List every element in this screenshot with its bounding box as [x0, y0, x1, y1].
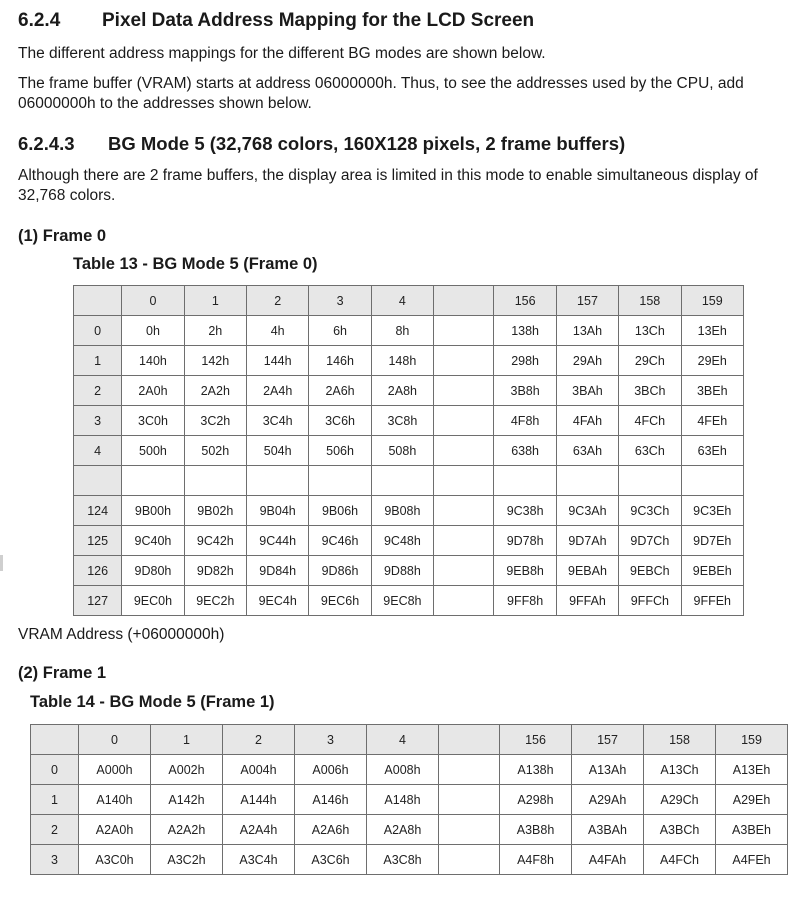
address-cell: A298h: [500, 785, 572, 815]
address-cell: [247, 466, 309, 496]
subsection-title: BG Mode 5 (32,768 colors, 160X128 pixels, 2 frame buffers): [108, 133, 626, 154]
address-cell: 504h: [247, 436, 309, 466]
table-row: [74, 316, 744, 346]
section-number: 6.2.4: [18, 10, 61, 31]
address-cell: 9D7Eh: [681, 526, 743, 556]
table-row: [31, 815, 788, 845]
subsection-number: 6.2.4.3: [18, 133, 75, 154]
corner-cell: [74, 286, 122, 316]
address-cell: [184, 466, 246, 496]
table13-bg-mode5-frame0: [73, 285, 744, 616]
subsection-paragraph: Although there are 2 frame buffers, the display area is limited in this mode to enable simultaneous display of 32,768 colors.: [18, 167, 758, 204]
column-header-cell: 156: [500, 725, 572, 755]
row-header-cell: 2: [31, 815, 79, 845]
address-cell: [371, 466, 433, 496]
address-cell: [681, 466, 743, 496]
row-header-cell: 125: [74, 526, 122, 556]
address-cell: 3C6h: [309, 406, 371, 436]
table-row: [74, 436, 744, 466]
address-cell: A2A8h: [367, 815, 439, 845]
column-gap-cell: [439, 725, 500, 755]
address-cell: A13Ch: [644, 755, 716, 785]
table-row: [31, 755, 788, 785]
table-header-row: [31, 725, 788, 755]
column-gap-cell: [434, 466, 494, 496]
table-row: [74, 406, 744, 436]
column-header-cell: 3: [295, 725, 367, 755]
address-cell: 2A8h: [371, 376, 433, 406]
address-cell: 9C42h: [184, 526, 246, 556]
address-cell: A148h: [367, 785, 439, 815]
address-cell: 9EBCh: [619, 556, 681, 586]
row-header-cell: 126: [74, 556, 122, 586]
column-gap-cell: [439, 815, 500, 845]
address-cell: 2A6h: [309, 376, 371, 406]
column-gap-cell: [434, 586, 494, 616]
column-header-cell: 158: [644, 725, 716, 755]
address-cell: A29Eh: [716, 785, 788, 815]
address-cell: 3C8h: [371, 406, 433, 436]
row-header-cell: 124: [74, 496, 122, 526]
address-cell: 9C40h: [122, 526, 184, 556]
subsection-heading: [18, 133, 625, 155]
table-row: [74, 586, 744, 616]
table-header-row: [74, 286, 744, 316]
address-cell: 9C44h: [247, 526, 309, 556]
row-header-cell: 3: [74, 406, 122, 436]
address-cell: 2A2h: [184, 376, 246, 406]
address-cell: A2A2h: [151, 815, 223, 845]
address-cell: 146h: [309, 346, 371, 376]
column-header-cell: 1: [184, 286, 246, 316]
row-header-cell: 0: [31, 755, 79, 785]
address-cell: A4F8h: [500, 845, 572, 875]
address-cell: 9D7Ch: [619, 526, 681, 556]
address-cell: A13Eh: [716, 755, 788, 785]
address-cell: 9B06h: [309, 496, 371, 526]
address-cell: 506h: [309, 436, 371, 466]
address-cell: 29Ah: [556, 346, 618, 376]
column-header-cell: 156: [494, 286, 556, 316]
address-cell: [556, 466, 618, 496]
address-cell: A3C8h: [367, 845, 439, 875]
address-cell: 9EB8h: [494, 556, 556, 586]
address-cell: 148h: [371, 346, 433, 376]
column-header-cell: 157: [572, 725, 644, 755]
address-cell: 3C2h: [184, 406, 246, 436]
row-header-cell: 127: [74, 586, 122, 616]
column-gap-cell: [439, 755, 500, 785]
section-title: Pixel Data Address Mapping for the LCD Screen: [102, 10, 535, 31]
address-cell: 9FFEh: [681, 586, 743, 616]
address-cell: 9B00h: [122, 496, 184, 526]
column-header-cell: 2: [223, 725, 295, 755]
table14-bg-mode5-frame1: [30, 724, 788, 875]
address-cell: 63Eh: [681, 436, 743, 466]
address-cell: [494, 466, 556, 496]
address-cell: 9D80h: [122, 556, 184, 586]
address-cell: A3C0h: [79, 845, 151, 875]
address-cell: 9C48h: [371, 526, 433, 556]
vram-paragraph: The frame buffer (VRAM) starts at address 06000000h. Thus, to see the addresses used by the CPU, add 06000000h to the addresses shown below.: [18, 75, 744, 112]
column-gap-cell: [434, 496, 494, 526]
column-gap-cell: [434, 556, 494, 586]
table-row: [31, 785, 788, 815]
column-gap-cell: [434, 376, 494, 406]
table14-caption: Table 14 - BG Mode 5 (Frame 1): [30, 693, 275, 711]
column-gap-cell: [434, 316, 494, 346]
address-cell: 140h: [122, 346, 184, 376]
address-cell: A3C4h: [223, 845, 295, 875]
row-header-cell: 1: [31, 785, 79, 815]
address-cell: 9EC6h: [309, 586, 371, 616]
address-cell: A4FAh: [572, 845, 644, 875]
address-cell: 4h: [247, 316, 309, 346]
vram-address-note: VRAM Address (+06000000h): [18, 626, 225, 643]
address-cell: A2A0h: [79, 815, 151, 845]
address-cell: 298h: [494, 346, 556, 376]
address-cell: 63Ch: [619, 436, 681, 466]
row-header-cell: 0: [74, 316, 122, 346]
address-cell: A006h: [295, 755, 367, 785]
address-cell: 3BAh: [556, 376, 618, 406]
column-header-cell: 0: [79, 725, 151, 755]
address-cell: 9B02h: [184, 496, 246, 526]
address-cell: A142h: [151, 785, 223, 815]
address-cell: A3C6h: [295, 845, 367, 875]
address-cell: 9C3Eh: [681, 496, 743, 526]
address-cell: 9EC0h: [122, 586, 184, 616]
address-cell: 9C38h: [494, 496, 556, 526]
address-cell: A4FEh: [716, 845, 788, 875]
address-cell: 9D88h: [371, 556, 433, 586]
address-cell: A140h: [79, 785, 151, 815]
column-gap-cell: [434, 526, 494, 556]
column-gap-cell: [439, 785, 500, 815]
address-cell: 29Ch: [619, 346, 681, 376]
address-cell: 142h: [184, 346, 246, 376]
column-header-cell: 3: [309, 286, 371, 316]
address-cell: 508h: [371, 436, 433, 466]
address-cell: 9EC2h: [184, 586, 246, 616]
row-header-cell: 4: [74, 436, 122, 466]
address-cell: 9FFCh: [619, 586, 681, 616]
address-cell: 9EBEh: [681, 556, 743, 586]
column-header-cell: 2: [247, 286, 309, 316]
table-row: [74, 466, 744, 496]
table-row: [74, 376, 744, 406]
address-cell: 144h: [247, 346, 309, 376]
address-cell: A3BCh: [644, 815, 716, 845]
address-cell: 638h: [494, 436, 556, 466]
address-cell: 9C46h: [309, 526, 371, 556]
address-cell: 4F8h: [494, 406, 556, 436]
address-cell: [122, 466, 184, 496]
address-cell: 3BEh: [681, 376, 743, 406]
address-cell: A000h: [79, 755, 151, 785]
address-cell: A29Ch: [644, 785, 716, 815]
address-cell: [619, 466, 681, 496]
column-header-cell: 158: [619, 286, 681, 316]
address-cell: 9EBAh: [556, 556, 618, 586]
address-cell: 9D86h: [309, 556, 371, 586]
address-cell: A144h: [223, 785, 295, 815]
address-cell: 6h: [309, 316, 371, 346]
address-cell: 63Ah: [556, 436, 618, 466]
column-header-cell: 4: [367, 725, 439, 755]
address-cell: 2A0h: [122, 376, 184, 406]
address-cell: A2A4h: [223, 815, 295, 845]
address-cell: 9EC4h: [247, 586, 309, 616]
address-cell: 3BCh: [619, 376, 681, 406]
address-cell: 29Eh: [681, 346, 743, 376]
table-row: [74, 496, 744, 526]
column-header-cell: 4: [371, 286, 433, 316]
address-cell: 9B04h: [247, 496, 309, 526]
address-cell: 13Eh: [681, 316, 743, 346]
address-cell: 8h: [371, 316, 433, 346]
address-cell: A138h: [500, 755, 572, 785]
address-cell: 9FF8h: [494, 586, 556, 616]
address-cell: 0h: [122, 316, 184, 346]
column-header-cell: 1: [151, 725, 223, 755]
address-cell: A004h: [223, 755, 295, 785]
column-header-cell: 159: [716, 725, 788, 755]
address-cell: 9EC8h: [371, 586, 433, 616]
address-cell: 9D84h: [247, 556, 309, 586]
section-intro-paragraph: The different address mappings for the different BG modes are shown below.: [18, 45, 546, 62]
address-cell: 9FFAh: [556, 586, 618, 616]
column-gap-cell: [434, 346, 494, 376]
address-cell: 3C4h: [247, 406, 309, 436]
row-header-cell: [74, 466, 122, 496]
column-header-cell: 0: [122, 286, 184, 316]
address-cell: A008h: [367, 755, 439, 785]
address-cell: 13Ah: [556, 316, 618, 346]
address-cell: 138h: [494, 316, 556, 346]
address-cell: A4FCh: [644, 845, 716, 875]
margin-mark: [0, 555, 3, 571]
table13-caption: Table 13 - BG Mode 5 (Frame 0): [73, 255, 318, 273]
column-gap-cell: [439, 845, 500, 875]
address-cell: 500h: [122, 436, 184, 466]
address-cell: 3B8h: [494, 376, 556, 406]
address-cell: A3BEh: [716, 815, 788, 845]
address-cell: A3C2h: [151, 845, 223, 875]
frame0-heading: (1) Frame 0: [18, 227, 107, 245]
corner-cell: [31, 725, 79, 755]
address-cell: 502h: [184, 436, 246, 466]
address-cell: 2h: [184, 316, 246, 346]
address-cell: 9D78h: [494, 526, 556, 556]
table-row: [31, 845, 788, 875]
column-header-cell: 159: [681, 286, 743, 316]
address-cell: 9C3Ch: [619, 496, 681, 526]
address-cell: A002h: [151, 755, 223, 785]
address-cell: [309, 466, 371, 496]
address-cell: 9C3Ah: [556, 496, 618, 526]
address-cell: 4FEh: [681, 406, 743, 436]
address-cell: 9D82h: [184, 556, 246, 586]
table-row: [74, 556, 744, 586]
address-cell: A13Ah: [572, 755, 644, 785]
address-cell: A3B8h: [500, 815, 572, 845]
row-header-cell: 2: [74, 376, 122, 406]
address-cell: 2A4h: [247, 376, 309, 406]
row-header-cell: 1: [74, 346, 122, 376]
address-cell: 4FAh: [556, 406, 618, 436]
row-header-cell: 3: [31, 845, 79, 875]
address-cell: 9B08h: [371, 496, 433, 526]
address-cell: 9D7Ah: [556, 526, 618, 556]
table-row: [74, 346, 744, 376]
address-cell: A29Ah: [572, 785, 644, 815]
address-cell: A2A6h: [295, 815, 367, 845]
address-cell: 13Ch: [619, 316, 681, 346]
column-gap-cell: [434, 286, 494, 316]
frame1-heading: (2) Frame 1: [18, 664, 107, 682]
section-heading: [18, 10, 534, 32]
column-gap-cell: [434, 436, 494, 466]
column-gap-cell: [434, 406, 494, 436]
address-cell: 4FCh: [619, 406, 681, 436]
address-cell: A3BAh: [572, 815, 644, 845]
address-cell: 3C0h: [122, 406, 184, 436]
table-row: [74, 526, 744, 556]
address-cell: A146h: [295, 785, 367, 815]
column-header-cell: 157: [556, 286, 618, 316]
